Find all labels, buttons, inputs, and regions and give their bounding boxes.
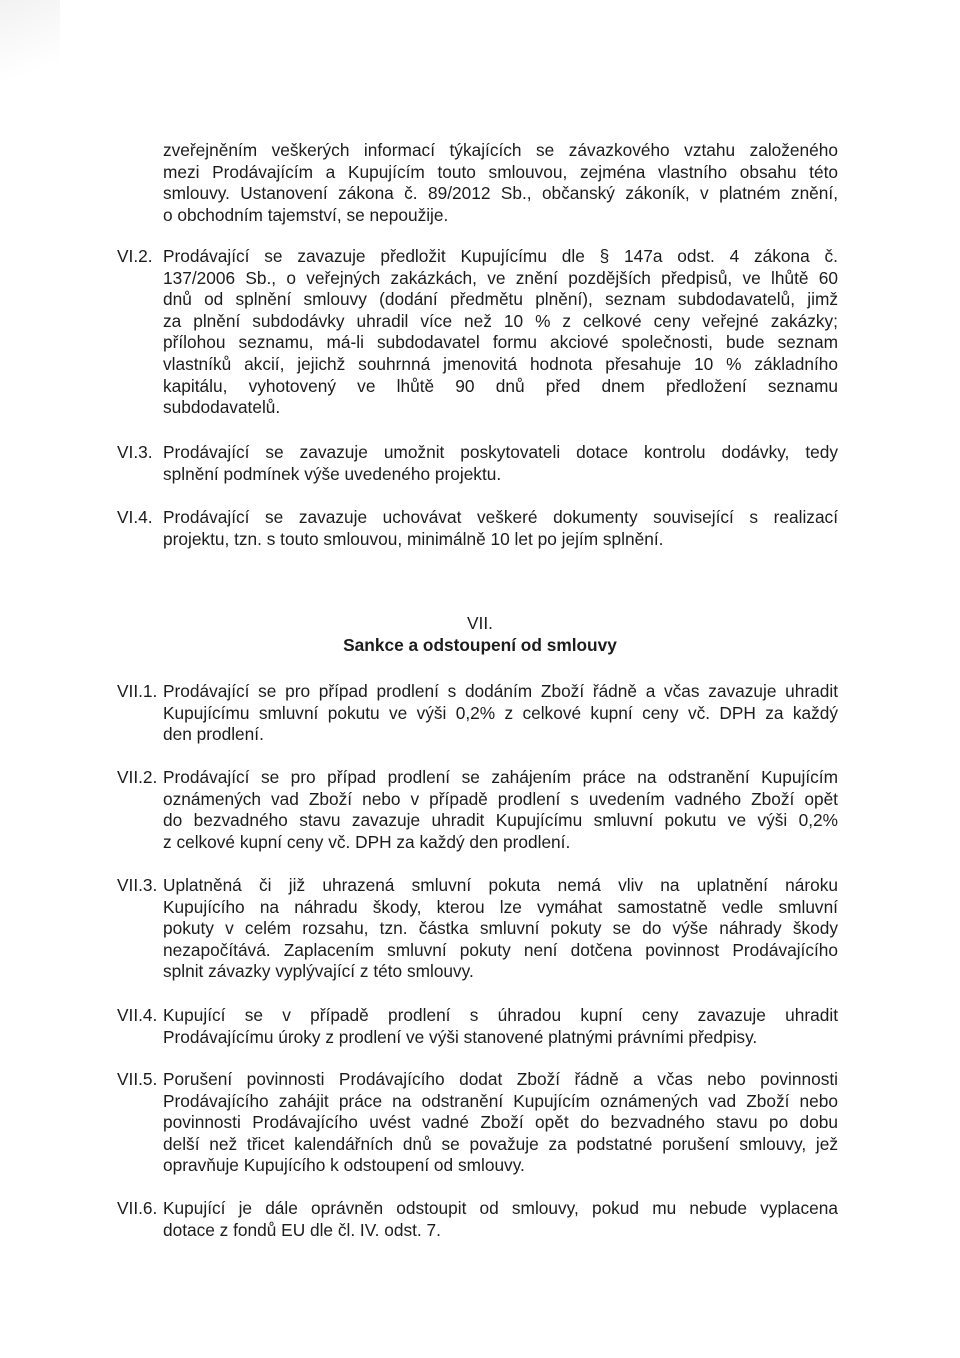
text-line: Prodávající se zavazuje předložit Kupujícímu dle § 147a odst. 4 zákona č.	[163, 246, 838, 266]
section-number: VII.3.	[117, 875, 158, 895]
section-paragraph	[163, 767, 838, 853]
text-line: delší než třicet kalendářních dnů se považuje za podstatné porušení smlouvy, jež	[163, 1133, 838, 1154]
section-paragraph	[163, 1005, 838, 1048]
section-number: VII.6.	[117, 1198, 158, 1218]
text-line: kapitálu, vyhotovený ve lhůtě 90 dnů před dnem předložení seznamu	[163, 375, 838, 396]
section-number: VII.5.	[117, 1069, 158, 1089]
text-line: Uplatněná či již uhrazená smluvní pokuta nemá vliv na uplatnění nároku	[163, 875, 838, 895]
text-line: smlouvy. Ustanovení zákona č. 89/2012 Sb., občanský zákoník, v platném znění,	[163, 183, 838, 204]
text-line: do bezvadného stavu zavazuje uhradit Kupujícímu smluvní pokutu ve výši 0,2%	[163, 810, 838, 831]
chapter-number: VII.	[467, 613, 493, 633]
text-line: nezapočítává. Zaplacením smluvní pokuty není dotčena povinnost Prodávajícího	[163, 939, 838, 960]
text-line: za plnění subdodávky uhradil více než 10 % z celkové ceny veřejné zakázky;	[163, 310, 838, 331]
text-line: projektu, tzn. s touto smlouvou, minimálně 10 let po jejím splnění.	[163, 528, 664, 549]
section-number: VII.4.	[117, 1005, 158, 1025]
text-line: Prodávajícímu úroky z prodlení ve výši stanovené platnými právními předpisy.	[163, 1026, 758, 1047]
text-line: opravňuje Kupujícího k odstoupení od smlouvy.	[163, 1155, 525, 1176]
text-line: subdodavatelů.	[163, 397, 281, 418]
text-line: povinnosti Prodávajícího uvést vadné Zboží opět do bezvadného stavu po dobu	[163, 1112, 838, 1133]
text-line: dotace z fondů EU dle čl. IV. odst. 7.	[163, 1219, 441, 1240]
section-paragraph	[163, 1198, 838, 1241]
text-line: Prodávajícího zahájit práce na odstranění Kupujícím oznámených vad Zboží nebo	[163, 1090, 838, 1111]
text-line: oznámených vad Zboží nebo v případě prodlení s uvedením vadného Zboží opět	[163, 788, 838, 809]
intro-paragraph	[163, 140, 838, 226]
text-line: 137/2006 Sb., o veřejných zakázkách, ve znění pozdějších předpisů, ve lhůtě 60	[163, 267, 838, 288]
section-paragraph	[163, 875, 838, 983]
text-line: Kupujícímu smluvní pokutu ve výši 0,2% z celkové kupní ceny vč. DPH za každý	[163, 702, 838, 723]
text-line: Porušení povinnosti Prodávajícího dodat Zboží řádně a včas nebo povinnosti	[163, 1069, 838, 1089]
text-line: Prodávající se pro případ prodlení se zahájením práce na odstranění Kupujícím	[163, 767, 838, 787]
section-number: VI.2.	[117, 246, 153, 266]
section-number: VI.3.	[117, 442, 153, 462]
section-number: VII.2.	[117, 767, 158, 787]
section-paragraph	[163, 246, 838, 419]
text-line: den prodlení.	[163, 724, 264, 745]
section-paragraph	[163, 1069, 838, 1177]
text-line: Prodávající se pro případ prodlení s dodáním Zboží řádně a včas zavazuje uhradit	[163, 681, 838, 701]
text-line: vlastníků akcií, jejichž souhrnná jmenovitá hodnota přesahuje 10 % základního	[163, 353, 838, 374]
section-paragraph	[163, 507, 838, 550]
text-line: splnit závazky vyplývající z této smlouvy.	[163, 961, 474, 982]
text-line: mezi Prodávajícím a Kupujícím touto smlouvou, zejména vlastního obsahu této	[163, 161, 838, 182]
section-paragraph	[163, 681, 838, 746]
section-paragraph	[163, 442, 838, 485]
text-line: Kupující se v případě prodlení s úhradou kupní ceny zavazuje uhradit	[163, 1005, 838, 1025]
text-line: splnění podmínek výše uvedeného projektu.	[163, 463, 502, 484]
text-line: přílohou seznamu, má-li subdodavatel formu akciové společnosti, bude seznam	[163, 332, 838, 353]
chapter-title: Sankce a odstoupení od smlouvy	[343, 635, 617, 655]
scan-shadow	[0, 0, 60, 120]
section-number: VI.4.	[117, 507, 153, 527]
text-line: dnů od splnění smlouvy (dodání předmětu plnění), seznam subdodavatelů, jimž	[163, 289, 838, 310]
text-line: Prodávající se zavazuje umožnit poskytovateli dotace kontrolu dodávky, tedy	[163, 442, 838, 462]
text-line: Kupující je dále oprávněn odstoupit od smlouvy, pokud mu nebude vyplacena	[163, 1198, 838, 1218]
text-line: Kupujícího na náhradu škody, kterou lze vymáhat samostatně vedle smluvní	[163, 896, 838, 917]
text-line: zveřejněním veškerých informací týkajících se závazkového vztahu založeného	[163, 140, 838, 160]
text-line: Prodávající se zavazuje uchovávat veškeré dokumenty související s realizací	[163, 507, 838, 527]
text-line: o obchodním tajemství, se nepoužije.	[163, 204, 449, 225]
text-line: pokuty v celém rozsahu, tzn. částka smluvní pokuty se do výše náhrady škody	[163, 918, 838, 939]
text-line: z celkové kupní ceny vč. DPH za každý den prodlení.	[163, 831, 571, 852]
section-number: VII.1.	[117, 681, 158, 701]
